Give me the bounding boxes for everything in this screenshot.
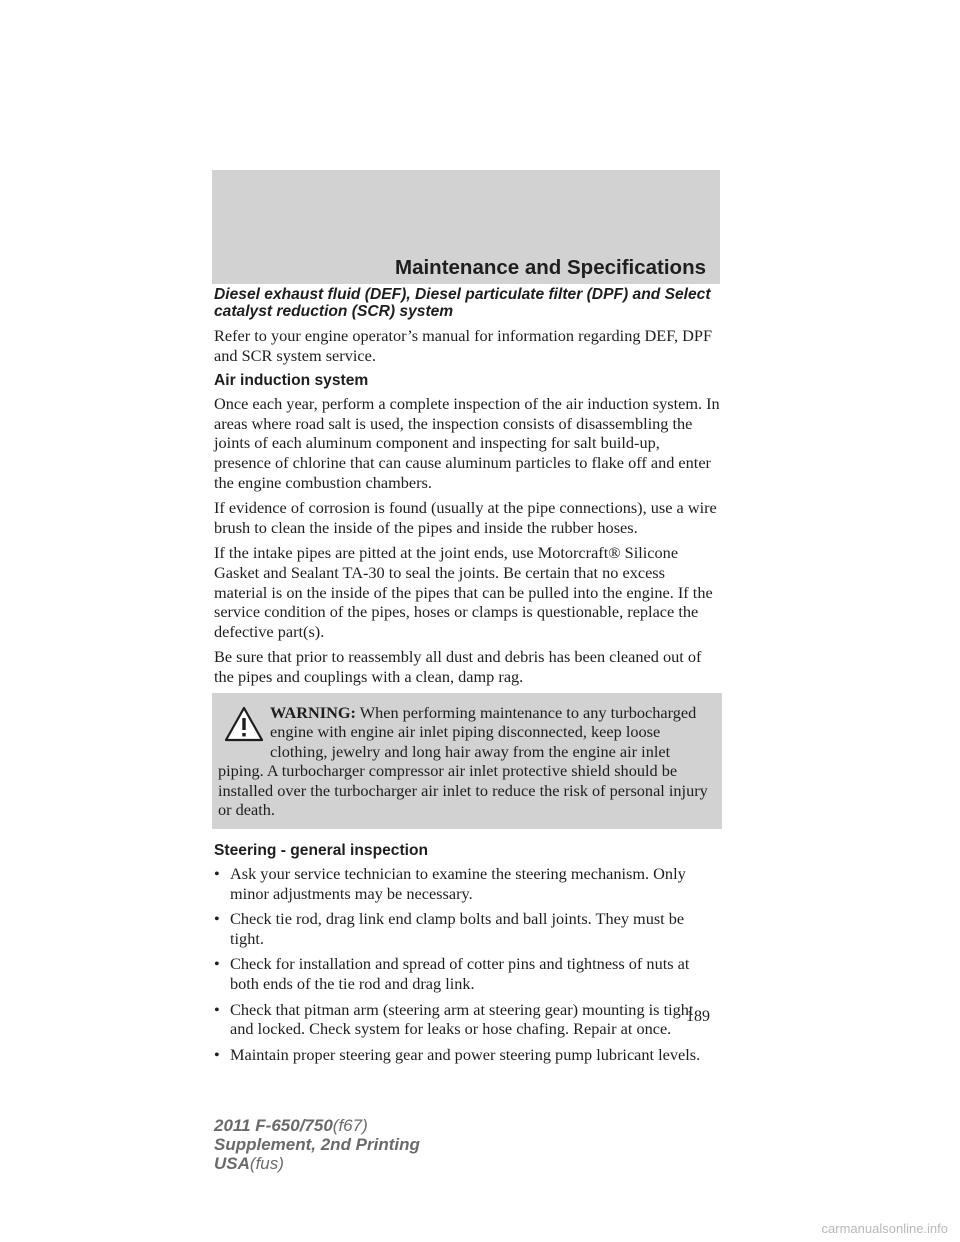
def-paragraph: Refer to your engine operator’s manual for information regarding DEF, DPF and SCR system service.	[214, 326, 713, 365]
footer-market: USA	[214, 1154, 250, 1173]
air-paragraph-1: Once each year, perform a complete inspection of the air induction system. In areas where road salt is used, the inspection consists of disassembling the joints of each aluminum component and inspecting for salt build-up, presence of chlorine that can cause aluminum particles to flake off and enter the engine combustion chambers.	[214, 394, 720, 492]
list-item: • Maintain proper steering gear and power steering pump lubricant levels.	[214, 1044, 701, 1064]
air-paragraph-2: If evidence of corrosion is found (usually at the pipe connections), use a wire brush to clean the inside of the pipes and inside the rubber hoses.	[214, 498, 717, 537]
air-paragraph-3: If the intake pipes are pitted at the joint ends, use Motorcraft® Silicone Gasket and Sealant TA-30 to seal the joints. Be certain that no excess material is on the inside of the pipes that can be pulled into the engine. If the service condition of the pipes, hoses or clamps is questionable, replace the defective part(s).	[214, 543, 713, 641]
air-paragraph-4: Be sure that prior to reassembly all dust and debris has been cleaned out of the pipes and couplings with a clean, damp rag.	[214, 647, 702, 686]
list-item: • Check for installation and spread of cotter pins and tightness of nuts at both ends of the tie rod and drag link.	[214, 954, 690, 994]
footer-model: 2011 F-650/750	[214, 1116, 333, 1135]
warning-text: When performing maintenance to any turbocharged engine with engine air inlet piping disconnected, keep loose clothing, jewelry and long hair away from the engine air inlet piping. A turbocharger compressor air inlet protective shield should be installed over the turbocharger air inlet to reduce the risk of personal injury or death.	[218, 702, 708, 820]
section-title: Maintenance and Specifications	[395, 256, 706, 279]
steering-heading: Steering - general inspection	[214, 842, 429, 860]
footer-printing: Supplement, 2nd Printing	[214, 1135, 420, 1154]
warning-triangle-icon	[224, 705, 264, 743]
watermark: carmanualsonline.info	[821, 1221, 948, 1236]
list-item: • Check tie rod, drag link end clamp bolts and ball joints. They must be tight.	[214, 909, 685, 948]
footer-model-code: (f67)	[332, 1116, 368, 1135]
page-content	[214, 286, 720, 1070]
warning-label: WARNING:	[270, 702, 356, 722]
page-number: 189	[686, 1008, 710, 1025]
air-induction-heading: Air induction system	[214, 372, 369, 390]
steering-list	[214, 864, 720, 1064]
warning-box	[212, 693, 722, 830]
list-item: • Check that pitman arm (steering arm at steering gear) mounting is tight and locked. Check system for leaks or hose chafing. Repair at once.	[214, 999, 694, 1039]
def-heading: Diesel exhaust fluid (DEF), Diesel particulate filter (DPF) and Select catalyst reduction (SCR) system	[214, 286, 711, 320]
footer-imprint	[214, 1116, 420, 1173]
list-item: • Ask your service technician to examine the steering mechanism. Only minor adjustments may be necessary.	[214, 864, 686, 903]
section-header-band	[212, 170, 720, 284]
footer-market-code: (fus)	[249, 1154, 284, 1173]
